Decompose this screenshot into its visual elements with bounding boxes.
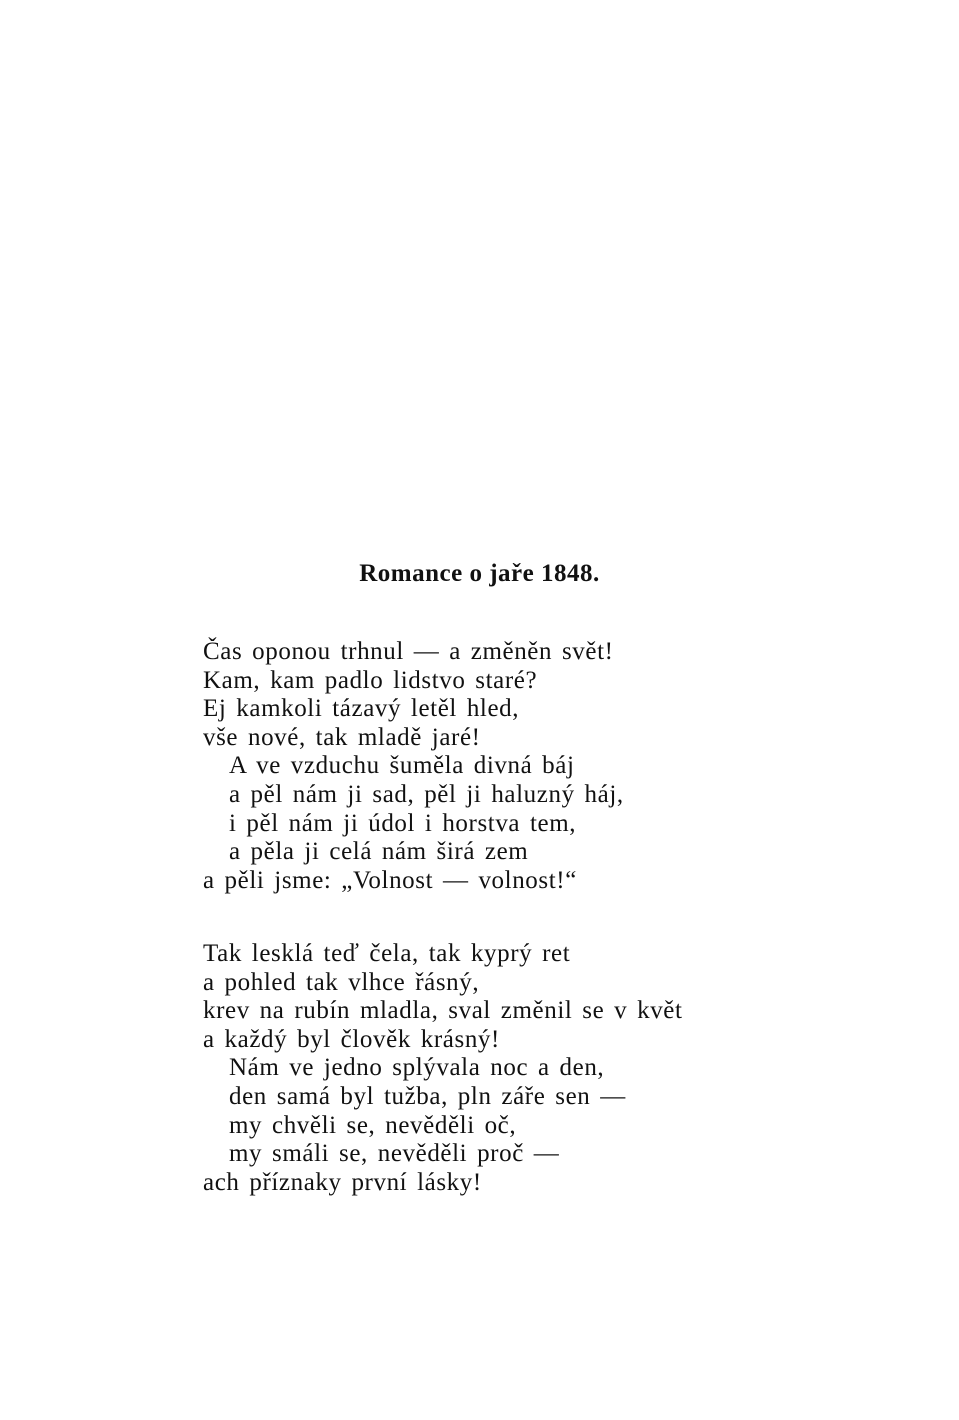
poem-title: Romance o jaře 1848. (359, 560, 600, 587)
verse-line: vše nové, tak mladě jaré! (203, 723, 481, 751)
verse-line: Nám ve jedno splývala noc a den, (229, 1054, 605, 1082)
verse-line: a pěla ji celá nám širá zem (229, 838, 529, 866)
verse-line: ach příznaky první lásky! (203, 1168, 482, 1196)
verse-line: Ej kamkoli tázavý letěl hled, (203, 695, 520, 723)
verse-line: a pěl nám ji sad, pěl ji haluzný háj, (229, 780, 624, 808)
verse-line: Tak lesklá teď čela, tak kyprý ret (203, 940, 571, 967)
verse-line: my chvěli se, nevěděli oč, (229, 1111, 517, 1139)
verse-line: a pohled tak vlhce řásný, (203, 968, 480, 996)
verse-line: Kam, kam padlo lidstvo staré? (203, 666, 538, 694)
stanza-1 (203, 638, 624, 895)
verse-line: i pěl nám ji údol i horstva tem, (229, 809, 577, 837)
verse-line: den samá byl tužba, pln záře sen — (229, 1082, 626, 1110)
verse-line: a pěli jsme: „Volnost — volnost!“ (203, 866, 577, 894)
verse-line: Čas oponou trhnul — a změněn svět! (203, 638, 614, 665)
verse-line: my smáli se, nevěděli proč — (229, 1140, 560, 1168)
verse-line: krev na rubín mladla, sval změnil se v květ (203, 997, 683, 1025)
stanza-2 (203, 940, 683, 1197)
verse-line: a každý byl člověk krásný! (203, 1025, 500, 1053)
verse-line: A ve vzduchu šuměla divná báj (229, 752, 575, 780)
